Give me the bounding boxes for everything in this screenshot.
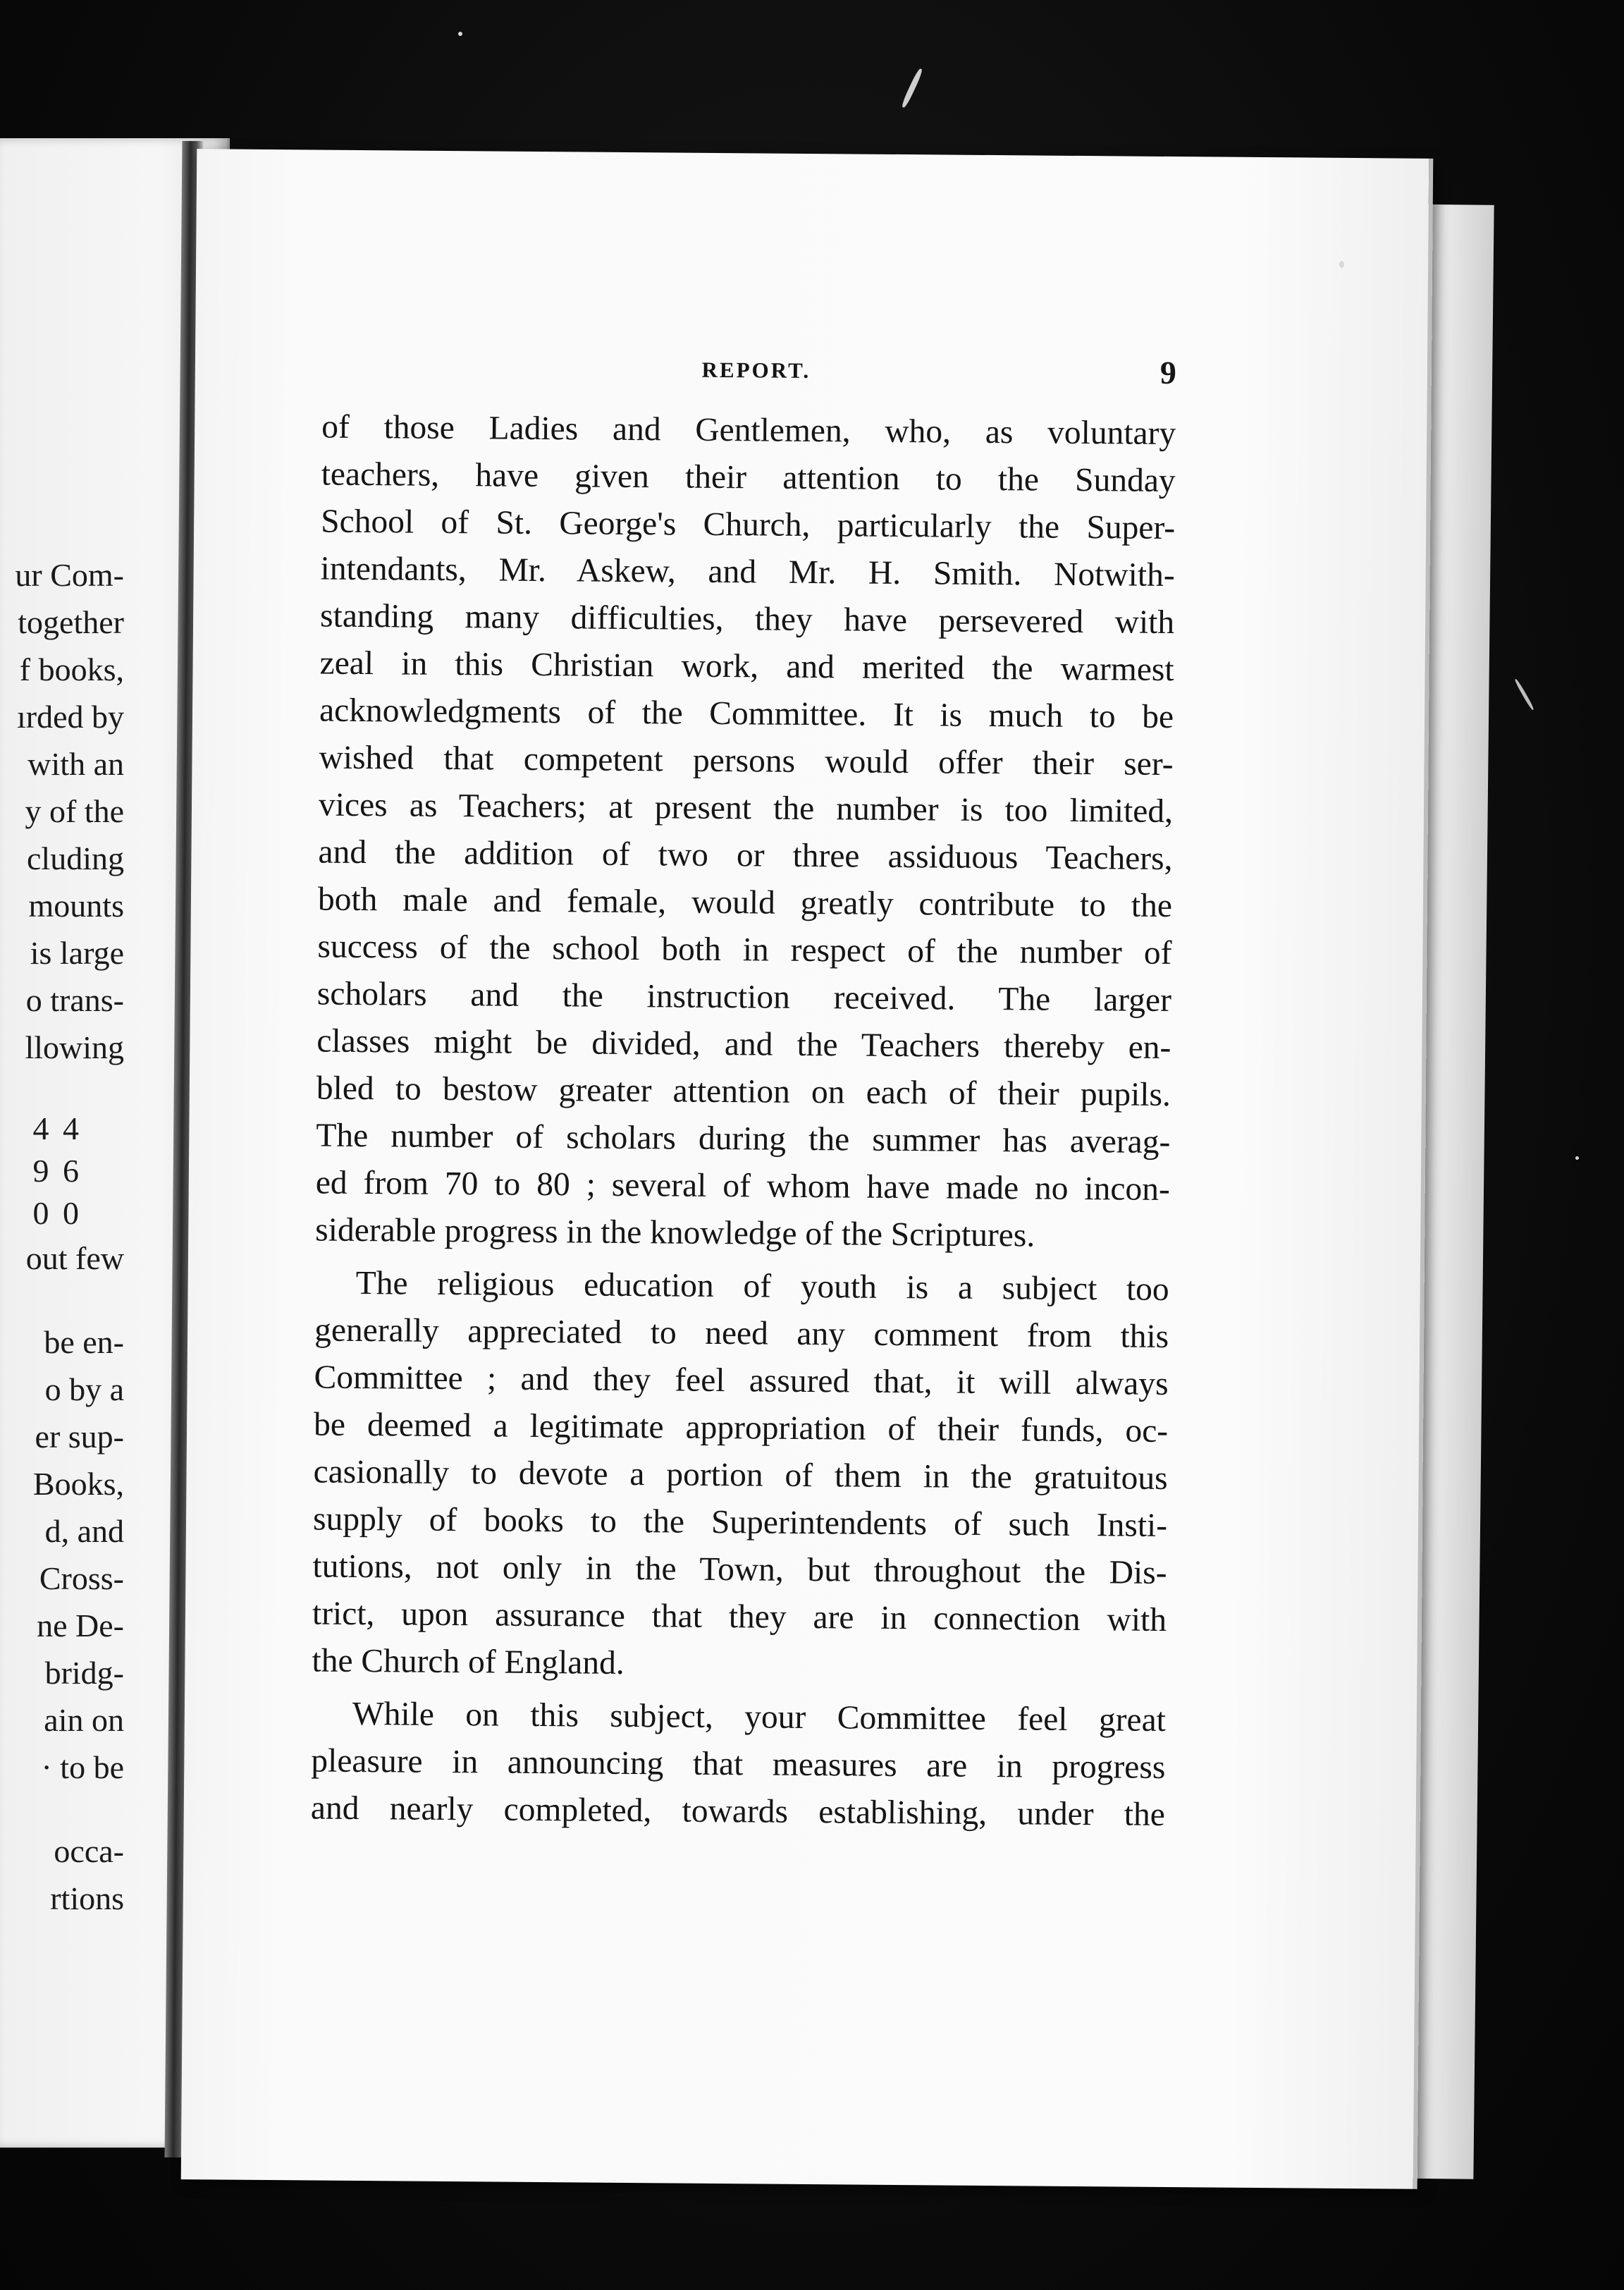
- left-fragment: Cross-: [39, 1560, 124, 1596]
- text-line: trict, upon assurance that they are in connection with: [312, 1595, 1167, 1639]
- left-fragment: rtions: [50, 1880, 124, 1916]
- text-line: The number of scholars during the summer has averag-: [316, 1117, 1171, 1161]
- dust-speck: [1514, 678, 1534, 711]
- text-line: both male and female, would greatly contribute to the: [317, 881, 1173, 925]
- page-content: [311, 355, 1176, 1839]
- text-line: School of St. George's Church, particularly the Super-: [320, 503, 1176, 547]
- left-fragment: be en-: [44, 1324, 124, 1360]
- text-line: teachers, have given their attention to the Sunday: [321, 455, 1176, 500]
- text-line: the Church of England.: [312, 1642, 625, 1682]
- text-line: siderable progress in the knowledge of the Scriptures.: [315, 1211, 1035, 1254]
- text-line: supply of books to the Superintendents of such Insti-: [312, 1500, 1168, 1545]
- left-fragment: o by a: [44, 1371, 124, 1407]
- text-line: acknowledgments of the Committee. It is much to be: [319, 692, 1174, 736]
- text-line: While on this subject, your Committee feel great: [352, 1695, 1167, 1739]
- left-number-row: 0 0: [32, 1195, 82, 1231]
- paragraph-1: [315, 404, 1176, 1261]
- text-line: casionally to devote a portion of them in the gratuitous: [313, 1453, 1168, 1498]
- left-fragment: cluding: [27, 840, 124, 876]
- text-line: zeal in this Christian work, and merited the warmest: [319, 644, 1174, 689]
- text-line: Committee ; and they feel assured that, it will always: [314, 1359, 1169, 1403]
- right-page: [181, 149, 1434, 2189]
- left-fragment: o trans-: [25, 982, 124, 1018]
- text-line: and the addition of two or three assiduous Teachers,: [318, 833, 1173, 878]
- left-fragment: occa-: [54, 1833, 124, 1869]
- left-fragment: llowing: [25, 1029, 124, 1065]
- left-fragment: d, and: [44, 1513, 124, 1549]
- left-fragment: bridg-: [44, 1655, 124, 1691]
- left-fragment: · to be: [41, 1749, 124, 1785]
- text-line: The religious education of youth is a subject too: [355, 1264, 1169, 1309]
- left-fragment: with an: [27, 746, 124, 782]
- page-header: [322, 355, 1176, 404]
- text-line: and nearly completed, towards establishing, under the: [310, 1789, 1166, 1834]
- text-line: scholars and the instruction received. The larger: [316, 975, 1172, 1020]
- text-line: pleasure in announcing that measures are in progress: [311, 1742, 1166, 1787]
- left-fragment: out few: [25, 1240, 124, 1276]
- text-line: classes might be divided, and the Teachers thereby en-: [316, 1022, 1171, 1067]
- left-fragment: mounts: [28, 888, 124, 924]
- paragraph-3: [311, 1691, 1167, 1839]
- dust-speck: [901, 68, 924, 109]
- text-line: generally appreciated to need any comment from this: [314, 1311, 1169, 1356]
- left-fragment: ırded by: [16, 699, 124, 735]
- paragraph-2: [312, 1260, 1169, 1692]
- left-fragment: er sup-: [35, 1419, 124, 1455]
- left-number-row: 4 4: [32, 1110, 82, 1146]
- text-line: bled to bestow greater attention on each of their pupils.: [316, 1070, 1171, 1114]
- text-line: tutions, not only in the Town, but throughout the Dis-: [312, 1548, 1167, 1592]
- text-line: success of the school both in respect of the number of: [317, 928, 1172, 972]
- page-number: 9: [1159, 354, 1177, 391]
- text-line: be deemed a legitimate appropriation of their funds, oc-: [313, 1406, 1169, 1450]
- dust-speck: [458, 32, 462, 36]
- left-fragment: y of the: [25, 793, 124, 829]
- text-line: vices as Teachers; at present the number is too limited,: [318, 786, 1174, 831]
- left-fragment: f books,: [19, 651, 124, 687]
- left-fragment: Books,: [32, 1466, 124, 1502]
- text-line: of those Ladies and Gentlemen, who, as voluntary: [321, 408, 1176, 453]
- running-head: REPORT.: [701, 357, 811, 384]
- text-line: intendants, Mr. Askew, and Mr. H. Smith. Notwith-: [320, 550, 1175, 594]
- text-line: ed from 70 to 80 ; several of whom have made no incon-: [315, 1164, 1170, 1208]
- dust-speck: [1339, 261, 1344, 268]
- text-line: wished that competent persons would offer their ser-: [319, 739, 1174, 783]
- left-page-text: [0, 551, 124, 1922]
- left-number-row: 9 6: [32, 1153, 82, 1189]
- left-fragment: ain on: [44, 1702, 124, 1738]
- left-fragment: is large: [30, 935, 124, 971]
- left-fragment: together: [18, 604, 124, 640]
- text-line: standing many difficulties, they have persevered with: [319, 597, 1175, 642]
- left-fragment: ne De-: [37, 1608, 124, 1643]
- left-fragment: ur Com-: [15, 557, 124, 593]
- dust-speck: [1575, 1156, 1579, 1160]
